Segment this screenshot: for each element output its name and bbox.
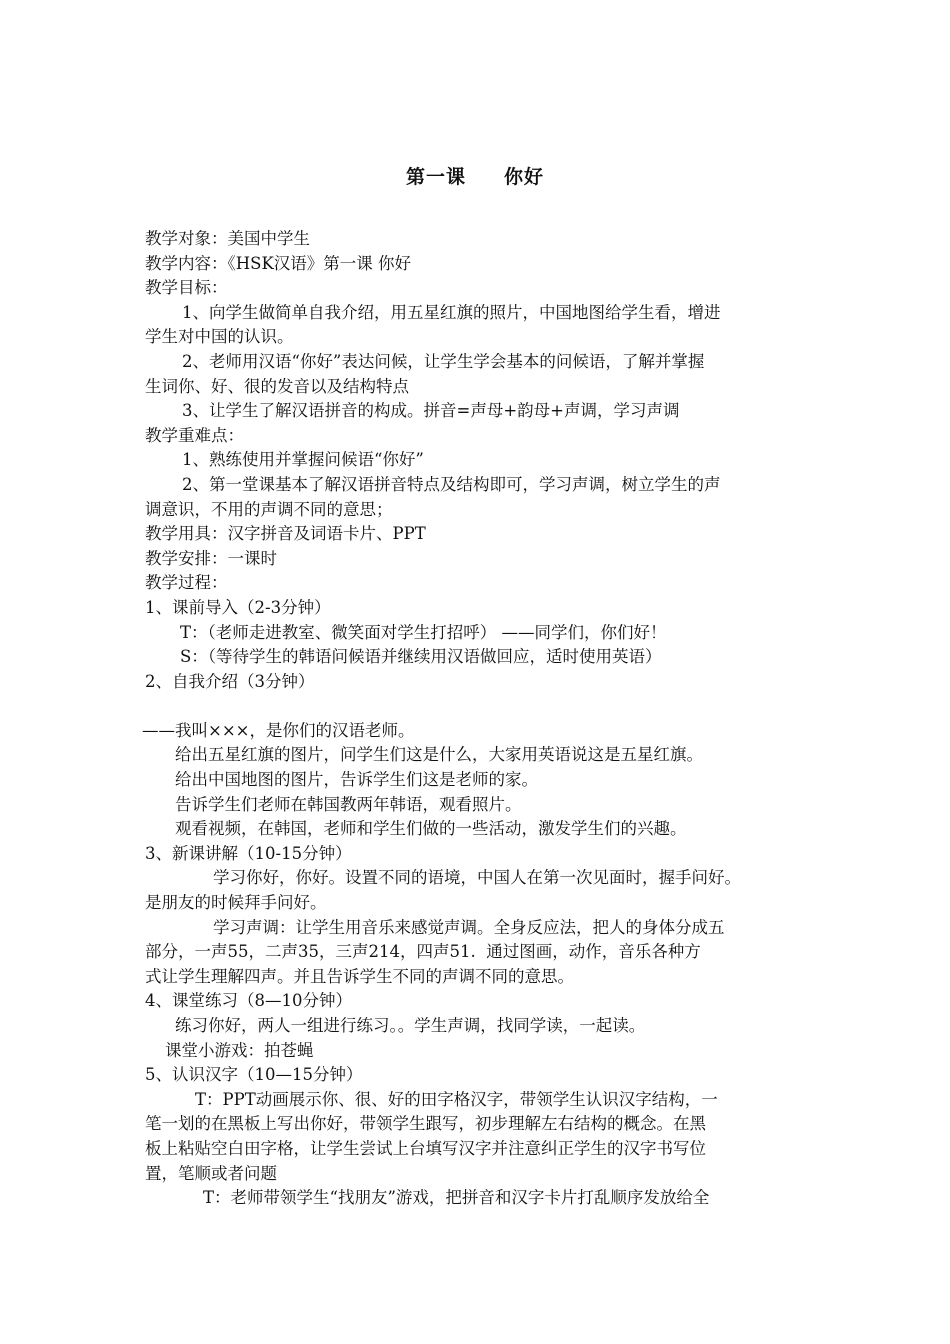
section-3-b-line-1: 学习声调：让学生用音乐来感觉声调。全身反应法，把人的身体分成五 bbox=[213, 917, 725, 937]
section-2-para-2: 给出中国地图的图片，告诉学生们这是老师的家。 bbox=[175, 770, 538, 790]
goal-3: 3、让学生了解汉语拼音的构成。拼音=声母+韵母+声调，学习声调 bbox=[182, 401, 680, 421]
section-1-student-line: S：（等待学生的韩语问候语并继续用汉语做回应，适时使用英语） bbox=[180, 647, 662, 667]
goal-2-line-2: 生词你、好、很的发音以及结构特点 bbox=[145, 376, 409, 396]
process-heading: 教学过程： bbox=[145, 573, 228, 593]
lesson-title: 第一课 你好 bbox=[405, 166, 545, 188]
section-1-heading: 1、课前导入（2-3分钟） bbox=[145, 597, 331, 617]
section-5-a-line-4: 置，笔顺或者问题 bbox=[145, 1163, 277, 1183]
section-4-heading: 4、课堂练习（8—10分钟） bbox=[145, 991, 352, 1011]
section-5-a-line-1: T：PPT动画展示你、很、好的田字格汉字，带领学生认识汉字结构，一 bbox=[195, 1089, 718, 1109]
section-2-para-4: 观看视频，在韩国，老师和学生们做的一些活动，激发学生们的兴趣。 bbox=[175, 819, 687, 839]
difficulty-2-line-2: 调意识，不用的声调不同的意思； bbox=[145, 499, 393, 519]
difficulty-2-line-1: 2、第一堂课基本了解汉语拼音特点及结构即可，学习声调，树立学生的声 bbox=[182, 474, 721, 494]
section-3-a-line-2: 是朋友的时候拜手问好。 bbox=[145, 893, 327, 913]
section-4-para-1: 练习你好，两人一组进行练习。。学生声调，找同学读，一起读。 bbox=[175, 1016, 646, 1035]
section-5-a-line-3: 板上粘贴空白田字格，让学生尝试上台填写汉字并注意纠正学生的汉字书写位 bbox=[145, 1138, 706, 1158]
teaching-target: 教学对象：美国中学生 bbox=[145, 229, 310, 248]
goal-2-line-1: 2、老师用汉语“你好”表达问候，让学生学会基本的问候语，了解并掌握 bbox=[182, 351, 705, 371]
section-2-para-3: 告诉学生们老师在韩国教两年韩语，观看照片。 bbox=[175, 794, 522, 814]
section-5-a-line-2: 笔一划的在黑板上写出你好，带领学生跟写，初步理解左右结构的概念。在黑 bbox=[145, 1114, 706, 1134]
section-2-heading: 2、自我介绍（3分钟） bbox=[145, 671, 315, 691]
section-3-heading: 3、新课讲解（10-15分钟） bbox=[145, 843, 352, 863]
section-2-intro: ——我叫×××，是你们的汉语老师。 bbox=[142, 720, 415, 740]
goals-heading: 教学目标： bbox=[145, 278, 228, 298]
lesson-plan-body bbox=[142, 227, 810, 1211]
section-5-heading: 5、认识汉字（10—15分钟） bbox=[145, 1065, 363, 1085]
teaching-schedule: 教学安排：一课时 bbox=[145, 548, 277, 568]
teaching-tools: 教学用具：汉字拼音及词语卡片、PPT bbox=[145, 524, 426, 544]
section-3-b-line-2: 部分，一声55，二声35，三声214，四声51. 通过图画，动作，音乐各种方 bbox=[145, 942, 701, 962]
section-4-para-2: 课堂小游戏：拍苍蝇 bbox=[165, 1040, 314, 1060]
section-2-para-1: 给出五星红旗的图片，问学生们这是什么，大家用英语说这是五星红旗。 bbox=[175, 745, 703, 765]
goal-1-line-1: 1、向学生做简单自我介绍，用五星红旗的照片，中国地图给学生看，增进 bbox=[182, 302, 721, 322]
section-3-a-line-1: 学习你好，你好。设置不同的语境，中国人在第一次见面时，握手问好。 bbox=[213, 868, 741, 888]
teaching-content: 教学内容：《HSK汉语》第一课 你好 bbox=[145, 253, 412, 273]
difficulties-heading: 教学重难点： bbox=[145, 425, 244, 445]
section-5-b-line-1: T：老师带领学生“找朋友”游戏，把拼音和汉字卡片打乱顺序发放给全 bbox=[203, 1188, 710, 1208]
difficulty-1: 1、熟练使用并掌握问候语“你好” bbox=[182, 450, 424, 470]
goal-1-line-2: 学生对中国的认识。 bbox=[145, 327, 294, 347]
blank-line bbox=[145, 694, 810, 719]
section-1-teacher-line: T：（老师走进教室、微笑面对学生打招呼） ——同学们，你们好！ bbox=[180, 622, 667, 642]
section-3-b-line-3: 式让学生理解四声。并且告诉学生不同的声调不同的意思。 bbox=[145, 966, 574, 986]
